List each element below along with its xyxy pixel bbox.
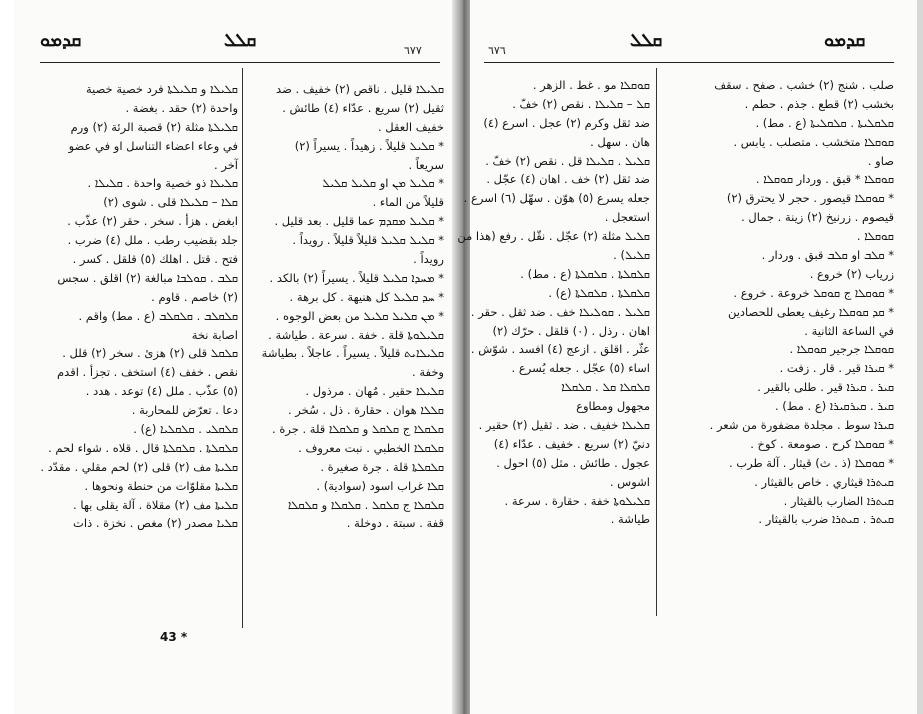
entry-line: ܩܠܝܠܐ خفيف . ضد . ثقيل (٢) حقير . (478, 418, 650, 433)
right-page (457, 0, 923, 714)
entry-line: دنيّ (٢) سريع . خفيف . عدّاء (٤) (493, 436, 650, 451)
entry-line: ܩܘܩܠܐ متخشب . متصلب . يابس . (733, 134, 894, 149)
entry-line: ܩܠܩܠܐ الخطبي . نبت معروف . (298, 440, 444, 455)
entry-line: عثّر . اقلق . ازعج (٤) افسد . شوّش . (470, 342, 650, 357)
entry-line: قفة . سبتة . دوخلة . (346, 516, 444, 531)
entry-line: ܩܠܩܠܒ . ܩܠܩܠܒ (ع . مط) واقم . (78, 308, 238, 323)
entry-line: اهان . رذل . (٠) قلقل . حرّك (٢) (492, 323, 650, 338)
right-page-running-head-right: ܩܕܡܘ (824, 30, 866, 51)
entry-line: * ܡܢ ܩܠܝܠ ܩܠܝܠ من بعض الوجوه . (275, 308, 444, 323)
entry-line: ܩܠܝܠܘܬܐ خفة . حقارة . سرعة . (504, 493, 650, 508)
entry-line: ܩܠܩܠܬܐ . ܩܠܩܠܬܐ (ع) . (548, 285, 650, 300)
entry-line: ܩܠܐ غراب اسود (سوادية) . (316, 478, 444, 493)
entry-line: استعجل . (604, 210, 650, 225)
entry-line: زرياب (٢) خروع . (809, 266, 894, 281)
entry-line: ܩܠܐ – ܩܠܝܠܐ قلى . شوى (٢) (103, 195, 238, 210)
entry-line: آخر . (214, 157, 238, 172)
entry-line: * ܩܠܝܠ قليلاً . زهيداً . يسيراً (٢) (294, 138, 444, 153)
header-rule (40, 62, 440, 63)
entry-line: * ܩܠܝܠ ܡܢ او ܩܠܝܠ ܩܠܝܠ (322, 176, 444, 191)
entry-line: ܩܠܠܐ هوان . حقارة . ذل . سُخر . (288, 403, 444, 418)
entry-line: صلب . شنج (٢) خشب . صفح . سقف (714, 78, 894, 92)
entry-line: ܩܠܝܠܬܐ مثلة (٢) قصبة الرئة (٢) ورم (70, 119, 238, 134)
entry-line: اساء (٥) عجّل . جعله يُسرع . (511, 361, 650, 376)
entry-line: ܩܠܩܠ قلى (٢) هزئ . سخر (٢) قلل . (62, 346, 238, 361)
entry-line: في الساعة الثانية . (804, 323, 894, 338)
column-divider (242, 68, 243, 628)
entry-line: ضد ثقل وكرم (٢) عجل . اسرع (٤) (483, 115, 650, 130)
entry-line: ܩܠܩܠܝܬܐ . ܩܠܩܠܝܬܐ (ع . مط) . (755, 115, 894, 130)
entry-line: ܩܝܪ . ܩܝܪܐ قير . طلى بالقير . (757, 380, 894, 395)
entry-line: وخفة . (412, 365, 444, 380)
right-page-running-head-center: ܩܠܠ (630, 30, 663, 51)
entry-line: * ܩܘܩܠܐ ج ܩܘܩܠ خروعة . خروع . (733, 285, 894, 300)
entry-line: جعله يسرع (٥) هوّن . سهّل (٦) اسرع . (463, 191, 650, 206)
entry-line: ܩܠܩܠܝ . ܩܠܩܠܝܐ (ع) . (133, 422, 238, 437)
right-page-inner-column (457, 76, 650, 529)
entry-line: ܩܝܬܪ . ܩܝܬܪܐ ضرب بالقيثار . (758, 512, 894, 527)
entry-line: نقص . خفف (٤) استخف . تجزأ . اقدم (57, 365, 238, 380)
scan-border (0, 0, 14, 714)
entry-line: ܩܝܬܪܐ قيثاري . خاص بالقيثار . (754, 474, 894, 489)
left-page-inner-column (248, 80, 444, 533)
entry-line: خفيف العقل . (377, 119, 444, 134)
right-page-number: ٦٧٦ (488, 44, 506, 57)
entry-line: * ܩܝܪܐ قير . قار . زفت . (779, 361, 894, 376)
entry-line: * ܚܕ ܩܠܝܠ كل هنيهة . كل برهة . (289, 289, 444, 304)
entry-line: * ܩܘܩܠܐ كرح . صومعة . كوخ . (750, 436, 894, 451)
entry-line: ܩܠܩܠܬܐ . ܩܠܩܠܬܐ قال . قلاه . شواء لحم . (48, 440, 238, 455)
entry-line: ܩܠܩܠܐ ج ܩܠܩܠ . ܩܠܩܠܐ و ܩܠܩܠܐ (287, 497, 444, 512)
entry-line: طياشة . (610, 512, 650, 527)
entry-line: ܩܘܩܠܐ جرجير ܩܘܩܠܐ . (789, 342, 894, 357)
entry-line: ܩܝܪ . ܩܝܪܩܝܪܐ (ع . مط) . (775, 399, 894, 414)
entry-line: (٥) عذّب . ملل (٤) توعد . هدد . (85, 384, 238, 399)
entry-line: * ܩܘܩܠܐ قيصور . حجر لا يحترق (٢) (726, 191, 894, 206)
left-page (14, 0, 455, 714)
entry-line: ܩܠܝܠ مثلة (٢) عجّل . نقّل . رفع (هذا من (457, 229, 650, 244)
entry-line: * ܩܘܩܠܐ (ذ . ث) قيثار . آلة طرب . (729, 455, 894, 470)
right-page-outer-column (662, 76, 894, 529)
entry-line: ضد ثقل (٢) خف . اهان (٤) عجّل . (486, 172, 650, 187)
entry-line: ܩܠܝܠܐ و ܩܠܝܠܬܐ فرد خصية خصية (85, 82, 238, 96)
entry-line: صاو . (867, 153, 894, 168)
entry-line: * ܩܠܝܠ ܩܠܝܠ قليلاً قليلاً . رويداً . (292, 233, 444, 248)
entry-line: ܩܝܪܐ سوط . مجلدة مضفورة من شعر . (709, 418, 894, 433)
entry-line: ܩܝܬܪܐ الضارب بالقيثار . (783, 493, 894, 508)
left-page-running-head-left: ܩܕܡܘ (40, 30, 82, 51)
entry-line: ܩܠܒ . ܩܘܠܒܐ مبالغة (٢) اقلق . سجس (57, 270, 238, 285)
entry-line: قيصوم . زرنيخ (٢) زينة . جمال . (741, 210, 894, 225)
left-page-running-head-center: ܩܠܠ (224, 30, 257, 51)
entry-line: ܩܠܝܠ . ܩܠܝܠܐ قل . نقص (٢) خفّ . (485, 153, 650, 168)
entry-line: ܩܠܝܬܐ مف (٢) مقلاة . آلة يقلى بها . (73, 497, 238, 512)
entry-line: ܩܠܩܠܬܐ قلة . جرة صغيرة . (320, 459, 444, 474)
entry-line: ܩܠܝܠܐ حقير . مُهان . مرذول . (305, 384, 444, 399)
entry-line: * ܩܠܝܠ ܡܩܕܡ عما قليل . بعد قليل . (274, 214, 444, 229)
entry-line: مجهول ومطاوع (576, 399, 650, 414)
page-edge-shadow (917, 0, 923, 714)
left-page-number: ٦٧٧ (404, 44, 422, 57)
entry-line: * ܡܚܕܐ ܩܠܝܠ قليلاً . يسيراً (٢) بالكد . (269, 270, 444, 285)
entry-line: ܩܠܝܬܐ مقلوّات من حنطة ونحوها . (84, 478, 238, 493)
entry-line: ܩܠܝܠܐ ذو خصية واحدة . ܩܠܝܠܐ . (87, 176, 238, 191)
entry-line: ܩܠܝܠܐܝܬ قليلاً . يسيراً . عاجلاً . بطياشة (261, 346, 444, 361)
entry-line: اصابة نخة (191, 327, 238, 342)
entry-line: رويداً . (413, 252, 444, 267)
entry-line: واحدة (٢) حقد . بغضة . (125, 100, 238, 115)
entry-line: سريعاً . (408, 157, 444, 172)
entry-line: بخشب (٢) قطع . جذم . حطم . (744, 96, 894, 111)
entry-line: دعا . تعرّض للمحاربة . (131, 403, 238, 418)
column-divider (656, 68, 657, 616)
left-page-outer-column (34, 80, 238, 533)
entry-line: ܩܠܩܠܐ ج ܩܠܩܠ و ܩܠܩܠܐ قلة . جرة . (272, 422, 444, 437)
entry-line: في وعاء اعضاء التناسل او في عضو (68, 138, 238, 153)
entry-line: ܩܘܩܠܐ * قبق . وردار ܩܘܩܠܐ . (755, 172, 894, 187)
entry-line: ܩܘܩܠܐ مو . غط . الزهر . (532, 78, 650, 92)
entry-line: * ܩܕ ܩܘܩܠܐ رغيف يعطى للحصادين (727, 304, 894, 319)
entry-line: قليلاً من الماء . (372, 195, 444, 210)
entry-line: ܩܠܩܠܬܐ . ܩܠܩܠܬܐ (ع . مط) . (520, 266, 650, 281)
entry-line: ܩܠܝܬܐ مف (٢) قلى (٢) لحم مقلي . مقدّد . (40, 459, 238, 474)
entry-line: ܩܠܝܠܐ قليل . ناقص (٢) خفيف . ضد (276, 82, 444, 96)
entry-line: ܩܠܩܠܐ ܩܠ . ܩܠܩܠܐ (561, 380, 650, 395)
entry-line: جلد بقضيب رطب . ملل (٤) ضرب . (67, 233, 238, 248)
entry-line: (٢) خاصم . قاوم . (151, 289, 238, 304)
entry-line: ܩܠܝܠ) . (613, 248, 650, 263)
entry-line: فتح . قتل . اهلك (٥) قلقل . كسر . (72, 252, 238, 267)
entry-line: ܩܠ – ܩܠܝܠܐ . نقص (٢) خفّ . (512, 96, 650, 111)
entry-line: ابغض . هزأ . سخر . حقر (٢) عذّب . (67, 214, 238, 229)
header-rule (484, 62, 894, 63)
entry-line: ܩܠܝܠ . ܩܘܠܝܠܐ خف . ضد ثقل . حقر . (470, 304, 650, 319)
entry-line: ثقيل (٢) سريع . عدّاء (٤) طائش . (282, 100, 444, 115)
entry-line: عجول . طائش . مثل (٥) احول . (496, 455, 650, 470)
entry-line: ܩܠܝܐ مصدر (٢) مغص . نخزة . ذات (73, 516, 238, 531)
entry-line: هان . سهل . (590, 134, 650, 149)
entry-line: ܩܘܩܠܐ . (856, 229, 894, 244)
page-footer: 43 * (160, 630, 188, 644)
entry-line: * ܩܠܒ او ܩܠܒ قبق . وردار . (761, 248, 894, 263)
entry-line: اشوس . (609, 474, 650, 489)
entry-line: ܩܠܝܠܘܬܐ قلة . خفة . سرعة . طياشة . (268, 327, 444, 342)
